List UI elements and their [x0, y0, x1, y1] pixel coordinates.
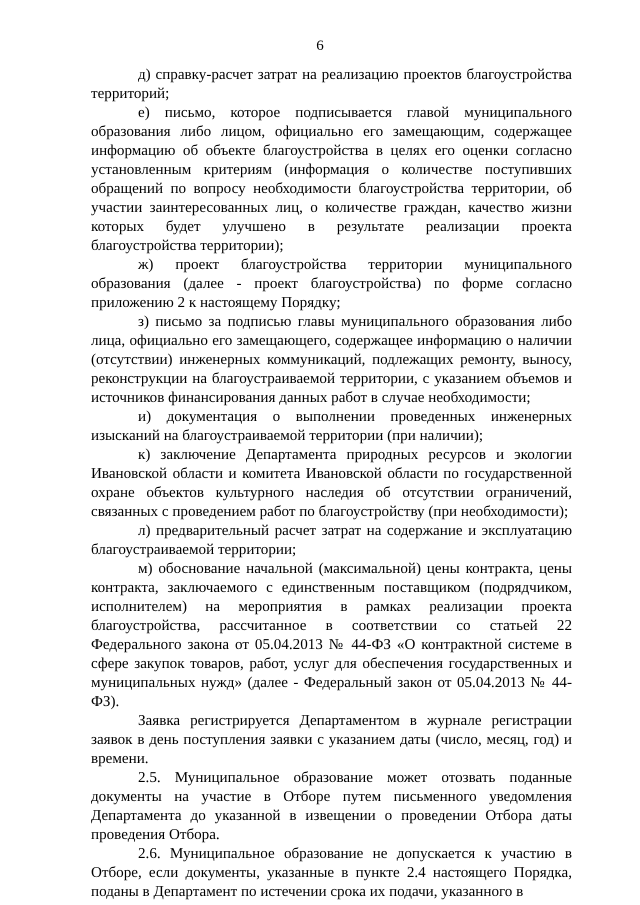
paragraph-zh: ж) проект благоустройства территории муниципального образования (далее - проект благоустройства) по форме согласно приложению 2 к настоящему Порядку;: [91, 257, 572, 311]
paragraph-m: м) обоснование начальной (максимальной) цены контракта, цены контракта, заключаемого с единственным поставщиком (подрядчиком, исполнителем) на мероприятия в рамках реализации проекта благоустройства, рассчитанное в соответствии со статьей 22 Федерального закона от 05.04.2013 № 44-ФЗ «О контрактной системе в сфере закупок товаров, работ, услуг для обеспечения государственных и муниципальных нужд» (далее - Федеральный закон от 05.04.2013 № 44-ФЗ).: [91, 561, 572, 710]
paragraph-i: и) документация о выполнении проведенных инженерных изысканий на благоустраиваемой территории (при наличии);: [91, 409, 572, 444]
paragraph-2-5: 2.5. Муниципальное образование может отозвать поданные документы на участие в Отборе путем письменного уведомления Департамента до указанной в извещении о проведении Отбора даты проведения Отбора.: [91, 770, 572, 843]
paragraph-k: к) заключение Департамента природных ресурсов и экологии Ивановской области и комитета Ивановской области по государственной охране объектов культурного наследия об отсутствии ограничений, связанных с проведением работ по благоустройству (при необходимости);: [91, 447, 572, 520]
paragraph-l: л) предварительный расчет затрат на содержание и эксплуатацию благоустраиваемой территории;: [91, 523, 572, 558]
document-body: [91, 66, 572, 902]
page-number: 6: [316, 38, 324, 54]
paragraph-registration: Заявка регистрируется Департаментом в журнале регистрации заявок в день поступления заявки с указанием даты (число, месяц, год) и времени.: [91, 713, 572, 767]
paragraph-z: з) письмо за подписью главы муниципального образования либо лица, официально его замещающего, содержащее информацию о наличии (отсутствии) инженерных коммуникаций, подлежащих ремонту, выносу, реконструкции на благоустраиваемой территории, с указанием объемов и источников финансирования данных работ в случае необходимости;: [91, 314, 572, 406]
paragraph-d: д) справку-расчет затрат на реализацию проектов благоустройства территорий;: [91, 67, 572, 102]
paragraph-e: е) письмо, которое подписывается главой муниципального образования либо лицом, официально его замещающим, содержащее информацию об объекте благоустройства в целях его оценки согласно установленным критериям (информация о количестве поступивших обращений по вопросу необходимости благоустройства территории, об участии заинтересованных лиц, о количестве граждан, качество жизни которых будет улучшено в результате реализации проекта благоустройства территории);: [91, 105, 572, 254]
paragraph-2-6: 2.6. Муниципальное образование не допускается к участию в Отборе, если документы, указанные в пункте 2.4 настоящего Порядка, поданы в Департамент по истечении срока их подачи, указанного в: [91, 846, 572, 900]
